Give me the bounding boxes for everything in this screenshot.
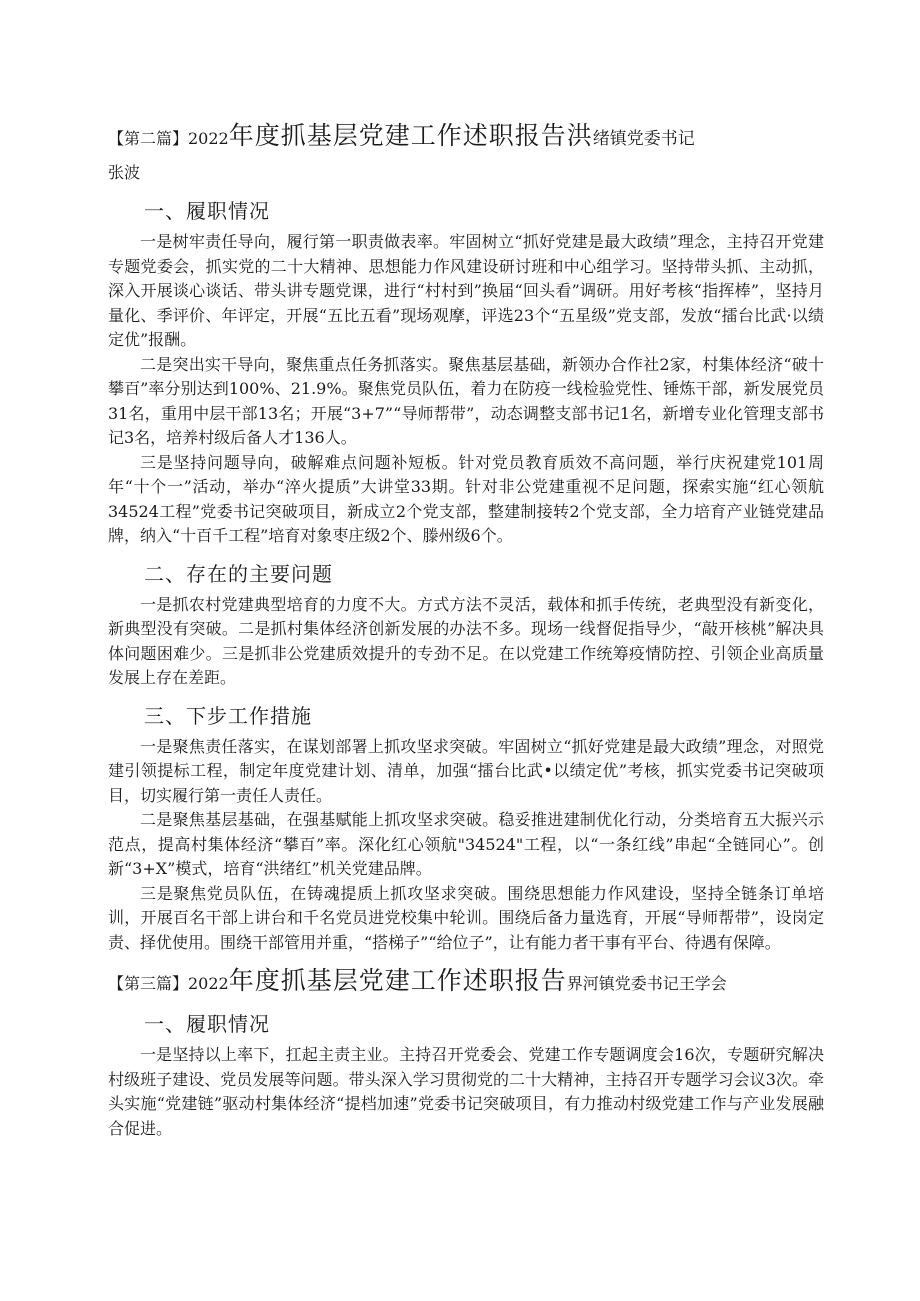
doc2-s1-paragraph-1: 一是树牢责任导向，履行第一职责做表率。牢固树立“抓好党建是最大政绩”理念，主持召开党建专题党委会，抓实党的二十大精神、思想能力作风建设研讨班和中心组学习。坚持带头抓、主动抓，深入开展谈心谈话、带头讲专题党课，进行“村村到”换届“回头看”调研。用好考核“指挥棒”，坚持月量化、季评价、年评定，开展“五比五看”现场观摩，评选23个“五星级”党支部，发放“擂台比武·以绩定优”报酬。 [108,232,824,349]
doc3-heading-1: 一、履职情况 [144,1012,270,1036]
doc3-title-prefix: 【第三篇】2022 [108,974,229,993]
doc2-title-main: 年度抓基层党建工作述职报告洪 [228,121,593,150]
doc2-heading-1: 一、履职情况 [144,199,270,223]
doc2-s2-paragraph-1: 一是抓农村党建典型培育的力度不大。方式方法不灵活，载体和抓手传统，老典型没有新变化，新典型没有突破。二是抓村集体经济创新发展的办法不多。现场一线督促指导少，“敲开核桃”解决具体问题困难少。三是抓非公党建质效提升的专劲不足。在以党建工作统筹疫情防控、引领企业高质量发展上存在差距。 [108,594,824,687]
doc3-title-main: 年度抓基层党建工作述职报告 [228,966,567,995]
document-page [108,112,824,1141]
doc2-heading-2: 二、存在的主要问题 [144,561,333,586]
doc2-title-suffix: 绪镇党委书记 [592,129,695,149]
doc2-title [108,112,824,160]
doc2-title-prefix: 【第二篇】2022 [108,129,229,148]
doc3-title-suffix: 界河镇党委书记王学会 [566,974,727,993]
doc2-heading-3: 三、下步工作措施 [144,703,312,728]
doc2-author: 张波 [108,163,141,182]
doc2-s1-paragraph-2: 二是突出实干导向，聚焦重点任务抓落实。聚焦基层基础，新领办合作社2家，村集体经济“破十攀百”率分别达到100%、21.9%。聚焦党员队伍，着力在防疫一线检验党性、锤炼干部，新发展党员31名，重用中层干部13名；开展“3+7”“导师帮带”，动态调整支部书记1名，新增专业化管理支部书记3名，培养村级后备人才136人。 [108,354,824,447]
doc2-s1-paragraph-3: 三是坚持问题导向，破解难点问题补短板。针对党员教育质效不高问题，举行庆祝建党101周年“十个一”活动，举办“淬火提质”大讲堂33期。针对非公党建重视不足问题，探索实施“红心领航34524工程”党委书记突破项目，新成立2个党支部，整建制接转2个党支部，全力培育产业链党建品牌，纳入“十百千工程”培育对象枣庄级2个、滕州级6个。 [108,452,824,545]
doc3-title [108,957,824,1005]
doc2-s3-paragraph-1: 一是聚焦责任落实，在谋划部署上抓攻坚求突破。牢固树立“抓好党建是最大政绩”理念，对照党建引领提标工程，制定年度党建计划、清单，加强“擂台比武•以绩定优”考核，抓实党委书记突破项目，切实履行第一责任人责任。 [108,736,824,805]
doc2-s3-paragraph-3: 三是聚焦党员队伍，在铸魂提质上抓攻坚求突破。围绕思想能力作风建设，坚持全链条订单培训，开展百名干部上讲台和千名党员进党校集中轮训。围绕后备力量选育，开展“导师帮带”，设岗定责、择优使用。围绕干部管用并重，“搭梯子”“给位子”，让有能力者干事有平台、待遇有保障。 [108,883,824,952]
doc3-s1-paragraph-1: 一是坚持以上率下，扛起主责主业。主持召开党委会、党建工作专题调度会16次，专题研究解决村级班子建设、党员发展等问题。带头深入学习贯彻党的二十大精神，主持召开专题学习会议3次。牵头实施“党建链”驱动村集体经济“提档加速”党委书记突破项目，有力推动村级党建工作与产业发展融合促进。 [108,1045,824,1138]
doc2-s3-paragraph-2: 二是聚焦基层基础，在强基赋能上抓攻坚求突破。稳妥推进建制优化行动，分类培育五大振兴示范点，提高村集体经济“攀百”率。深化红心领航"34524"工程，以“一条红线”串起“全链同心”。创新“3+X”模式，培育“洪绪红”机关党建品牌。 [108,810,824,878]
